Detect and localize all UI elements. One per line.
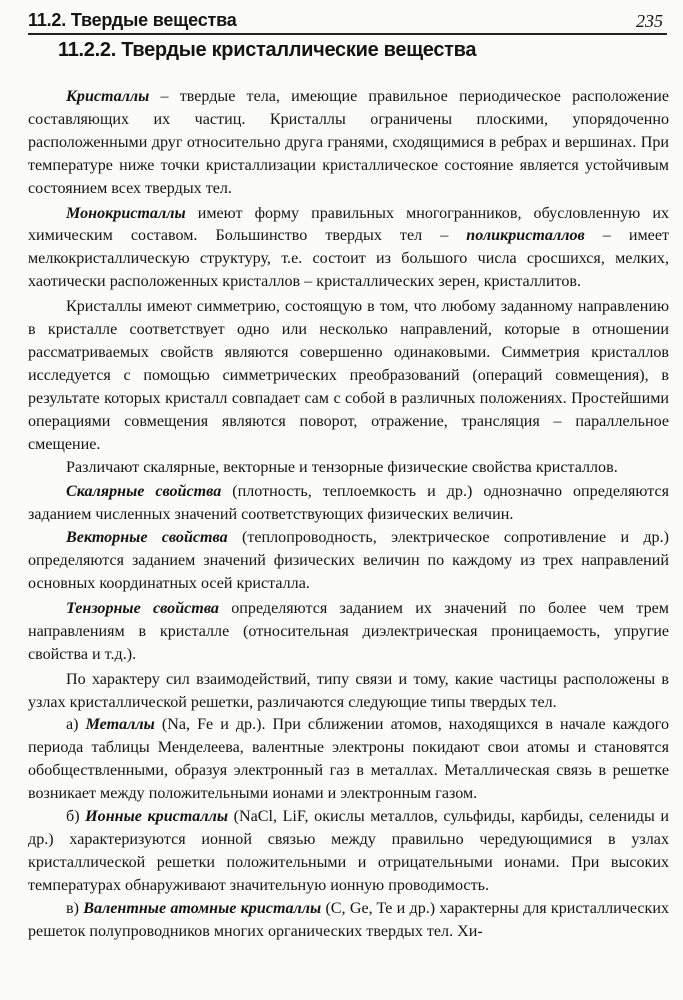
paragraph-metals [28,714,669,806]
header-rule [28,33,667,35]
page-number: 235 [636,11,663,31]
term-covalent: Валентные атомные кристаллы [83,899,322,917]
term-vector: Векторные свойства [66,529,228,547]
paragraph-text: (плотность, теплоемкость и др.) однозначно определяются заданием численных значений соответствующих физических величин. [28,483,670,524]
term-tensor: Тензорные свойства [66,599,219,617]
paragraph-symmetry [28,296,669,456]
list-marker: в) [66,899,84,917]
paragraph-text: (NaCl, LiF, окислы металлов, сульфиды, карбиды, селениды и др.) характеризуются ионной связью между правильно чередующимися в узлах кристаллической решетки положительными и отрицательными ионами. При высоких температурах обнаруживают значительную ионную проводимость. [28,808,669,894]
paragraph-text: Кристаллы имеют симметрию, состоящую в том, что любому заданному направлению в кристалле соответствует одно или несколько направлений, которые в отношении рассматриваемых свойств являются совершенно одинаковыми. Симметрия кристаллов исследуется с помощью симметрических преобразований (операций совмещения), в результате которых кристалл совпадает сам с собой в различных положениях. Простейшими операциями совмещения являются поворот, отражение, трансляция – параллельное смещение. [28,298,669,453]
running-header [28,10,667,34]
paragraph-crystals [28,86,669,201]
paragraph-text: – твердые тела, имеющие правильное периодическое расположение составляющих их частиц. Кристаллы ограничены плоскими, упорядоченно расположенными друг относительно друга гранями, сходящимися в ребрах и вершинах. При температуре ниже точки кристаллизации кристаллическое состояние является устойчивым состоянием всех твердых тел. [28,88,669,197]
term-polycrystals: поликристаллов [466,227,585,245]
paragraph-solid-types [28,669,669,715]
paragraph-monocrystals [28,203,669,295]
term-monocrystals: Монокристаллы [66,204,186,222]
paragraph-text: (теплопроводность, электрическое сопротивление и др.) определяются заданием значений физических величин по каждому из трех направлений основных координатных осей кристалла. [28,529,669,593]
paragraph-text: По характеру сил взаимодействий, типу связи и тому, какие частицы расположены в узлах кристаллической решетки, различаются следующие типы твердых тел. [28,670,669,711]
paragraph-text: определяются заданием их значений по более чем трем направлениям в кристалле (относительная диэлектрическая проницаемость, упругие свойства и т.д.). [28,599,669,663]
term-scalar: Скалярные свойства [66,483,222,501]
paragraph-vector [28,527,669,596]
body-text [28,86,669,944]
paragraph-text: (Na, Fe и др.). При сближении атомов, находящихся в начале каждого периода таблицы Менделеева, валентные электроны покидают свои атомы и становятся обобществленными, образуя электронный газ в металлах. Металлическая связь в решетке возникает между положительными ионами и электронным газом. [28,716,670,803]
paragraph-covalent [28,898,669,944]
paragraph-ionic [28,806,669,898]
paragraph-property-types [28,457,669,480]
term-metals: Металлы [85,716,155,734]
term-crystals: Кристаллы [66,88,150,105]
paragraph-text: (C, Ge, Te и др.) характерны для кристаллических решеток полупроводников многих органических твердых тел. Хи- [28,899,669,940]
term-ionic: Ионные кристаллы [85,808,229,826]
paragraph-text: – имеет мелкокристаллическую структуру, т.е. состоит из большого числа сросшихся, мелких, хаотически расположенных кристаллов – кристаллических зерен, кристаллитов. [28,227,669,291]
paragraph-scalar [28,481,669,527]
section-title: 11.2. Твердые вещества [28,10,237,30]
paragraph-text: имеют форму правильных многогранников, обусловленную их химическим составом. Большинство твердых тел – [28,204,669,245]
subsection-title: 11.2.2. Твердые кристаллические вещества [58,39,477,61]
list-marker: б) [66,808,86,826]
paragraph-text: Различают скалярные, векторные и тензорные физические свойства кристаллов. [66,458,618,476]
paragraph-tensor [28,598,669,667]
list-marker: а) [66,716,86,734]
